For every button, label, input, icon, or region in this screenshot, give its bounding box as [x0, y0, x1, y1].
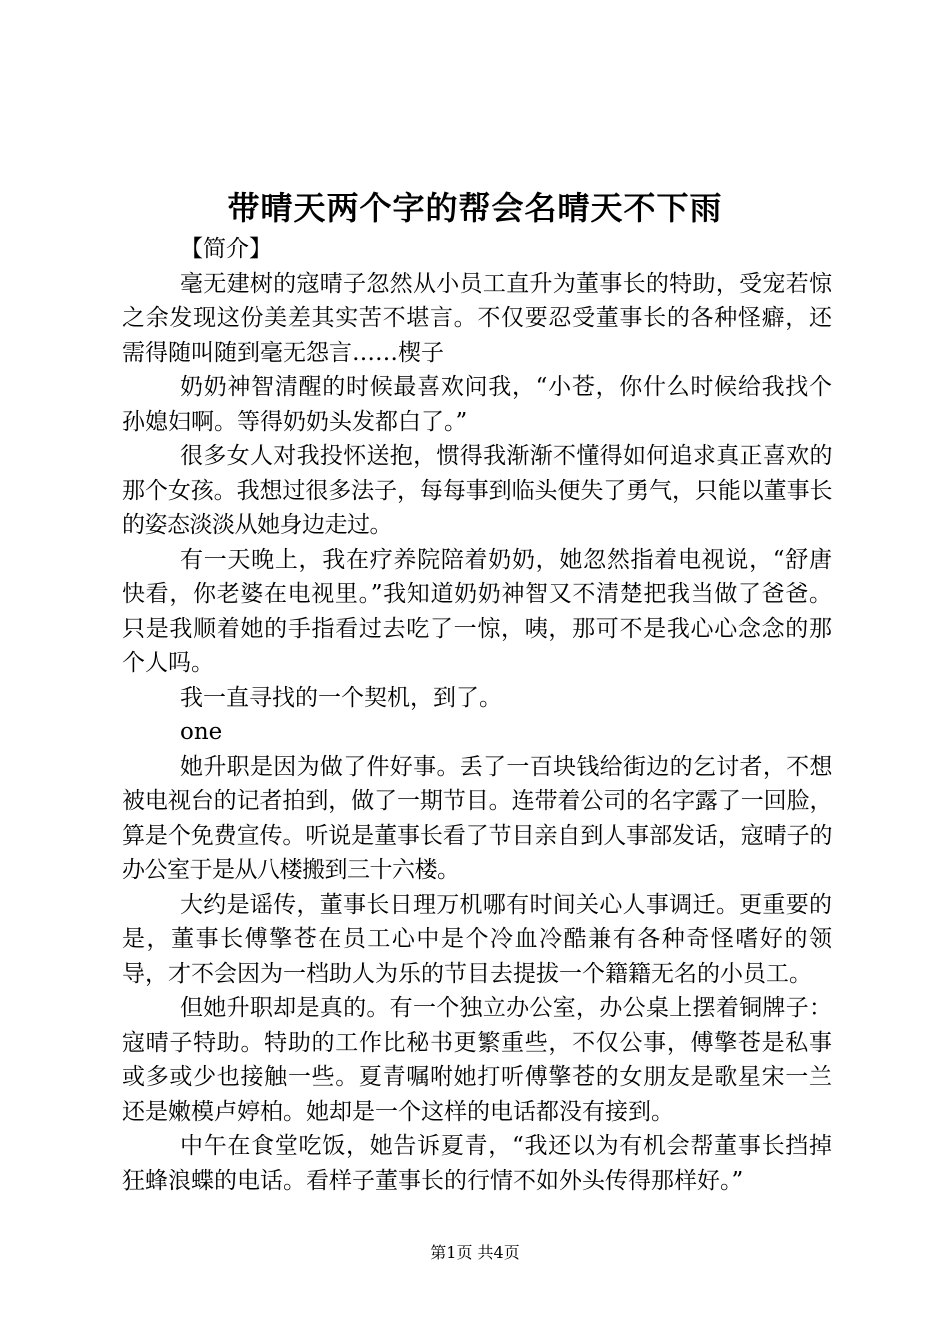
paragraph: 奶奶神智清醒的时候最喜欢问我，“小苍，你什么时候给我找个孙媳妇啊。等得奶奶头发都白了。” [122, 374, 832, 435]
document-body [122, 232, 832, 1198]
document-title: 带晴天两个字的帮会名晴天不下雨 [227, 189, 723, 227]
paragraph: 我一直寻找的一个契机，到了。 [180, 684, 502, 711]
paragraph-intro-heading: 【简介】 [180, 236, 272, 262]
paragraph: 大约是谣传，董事长日理万机哪有时间关心人事调迁。更重要的是，董事长傅擎苍在员工心中是个冷血冷酷兼有各种奇怪嗜好的领导，才不会因为一档助人为乐的节目去提拔一个籍籍无名的小员工。 [122, 891, 832, 987]
paragraph-synopsis: 毫无建树的寇晴子忽然从小员工直升为董事长的特助，受宠若惊之余发现这份美差其实苦不堪言。不仅要忍受董事长的各种怪癖，还需得随叫随到毫无怨言……楔子 [122, 270, 832, 366]
paragraph: 但她升职却是真的。有一个独立办公室，办公桌上摆着铜牌子：寇晴子特助。特助的工作比秘书更繁重些，不仅公事，傅擎苍是私事或多或少也接触一些。夏青嘱咐她打听傅擎苍的女朋友是歌星宋一兰还是嫩模卢婷柏。她却是一个这样的电话都没有接到。 [122, 995, 832, 1125]
chapter-heading: one [180, 719, 223, 745]
paragraph: 有一天晚上，我在疗养院陪着奶奶，她忽然指着电视说，“舒唐快看，你老婆在电视里。”我知道奶奶神智又不清楚把我当做了爸爸。只是我顺着她的手指看过去吃了一惊，咦，那可不是我心心念念的那个人吗。 [122, 546, 832, 676]
page-footer: 第1页 共4页 [430, 1243, 520, 1262]
paragraph: 很多女人对我投怀送抱，惯得我渐渐不懂得如何追求真正喜欢的那个女孩。我想过很多法子，每每事到临头便失了勇气，只能以董事长的姿态淡淡从她身边走过。 [122, 443, 832, 538]
paragraph: 她升职是因为做了件好事。丢了一百块钱给街边的乞讨者，不想被电视台的记者拍到，做了一期节目。连带着公司的名字露了一回脸，算是个免费宣传。听说是董事长看了节目亲自到人事部发话，寇晴子的办公室于是从八楼搬到三十六楼。 [122, 753, 832, 883]
paragraph: 中午在食堂吃饭，她告诉夏青，“我还以为有机会帮董事长挡掉狂蜂浪蝶的电话。看样子董事长的行情不如外头传得那样好。” [122, 1133, 832, 1194]
